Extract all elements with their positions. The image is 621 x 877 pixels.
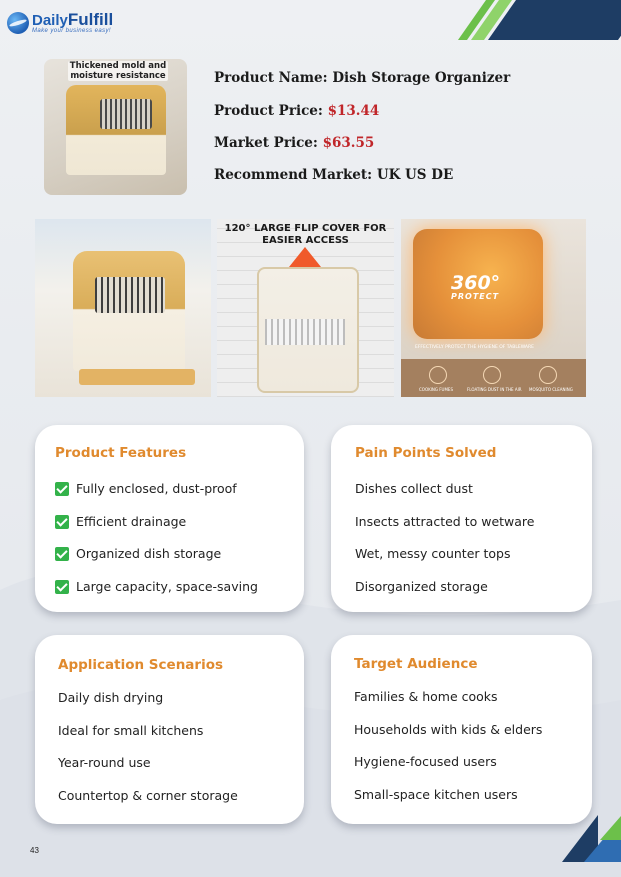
dailyfulfill-logo [7,11,113,34]
audience-item: Small-space kitchen users [354,787,518,803]
product-price-label: Product Price: [214,103,323,119]
brand-tagline: Make your business easy! [32,28,111,34]
audience-item: Households with kids & elders [354,721,543,737]
audience-item: Families & home cooks [354,689,498,704]
market-price-label: Market Price: [214,135,318,151]
pain-point-item: Dishes collect dust [355,481,473,496]
feature-item: Efficient drainage [55,513,258,546]
product-price-value: $13.44 [327,103,380,119]
market-price-value: $63.55 [322,135,375,151]
gallery-image-1 [35,219,211,397]
brand-suffix: Fulfill [67,10,114,29]
protect-label: PROTECT [451,292,500,301]
scenario-item: Countertop & corner storage [58,788,238,804]
mosquito-icon [539,366,557,384]
checkbox-icon [55,547,69,561]
plates-illustration [95,277,165,313]
scenario-item: Ideal for small kitchens [58,722,204,738]
recommend-market-value: UK US DE [376,167,454,183]
feature-icon-strip [401,359,586,397]
product-name-label: Product Name: [214,70,328,86]
product-name-line [214,70,510,86]
page-number: 43 [30,846,39,855]
icon-label-3: MOSQUITO CLEANING [529,387,573,392]
feature-item: Organized dish storage [55,545,258,578]
product-name-value: Dish Storage Organizer [332,70,511,86]
market-price-line [214,135,374,151]
main-product-image [44,59,187,195]
audience-item: Hygiene-focused users [354,754,497,770]
cooking-fumes-icon [429,366,447,384]
globe-icon [7,12,29,34]
recommend-market-label: Recommend Market: [214,167,373,183]
brand-prefix: Daily [32,12,68,29]
product-features-title: Product Features [55,445,187,461]
pain-points-card [331,425,592,612]
application-scenarios-title: Application Scenarios [58,657,224,673]
product-price-line [214,103,379,119]
pain-point-item: Wet, messy counter tops [355,546,511,562]
pain-point-item: Disorganized storage [355,579,488,595]
floating-dust-icon [483,366,501,384]
up-arrow-icon [289,247,321,267]
icon-label-1: COOKING FUMES [419,387,454,392]
plates-illustration [100,99,152,129]
product-features-card [35,425,304,612]
scenario-item: Daily dish drying [58,690,164,705]
checkbox-icon [55,482,69,496]
target-audience-title: Target Audience [354,656,478,672]
drip-tray-illustration [79,369,195,385]
plates-illustration [265,319,345,345]
protect-degrees: 360° [451,272,501,294]
flip-cover-caption: 120° LARGE FLIP COVER FOR EASIER ACCESS [224,223,387,246]
target-audience-card [331,635,592,824]
pain-point-item: Insects attracted to wetware [355,513,535,529]
gallery-image-3 [401,219,586,397]
protect-badge [451,274,500,302]
icon-label-2: FLOATING DUST IN THE AIR [467,387,522,392]
main-image-caption: Thickened mold and moisture resistance [69,61,167,81]
pain-points-title: Pain Points Solved [355,445,497,461]
feature-item: Fully enclosed, dust-proof [55,480,258,513]
recommend-market-line [214,167,453,183]
application-scenarios-card [35,635,304,824]
scenario-item: Year-round use [58,755,151,771]
feature-item: Large capacity, space-saving [55,578,258,611]
checkbox-icon [55,515,69,529]
hygiene-note: EFFECTIVELY PROTECT THE HYGIENE OF TABLEWARE [415,345,534,350]
checkbox-icon [55,580,69,594]
gallery-image-2 [217,219,394,397]
